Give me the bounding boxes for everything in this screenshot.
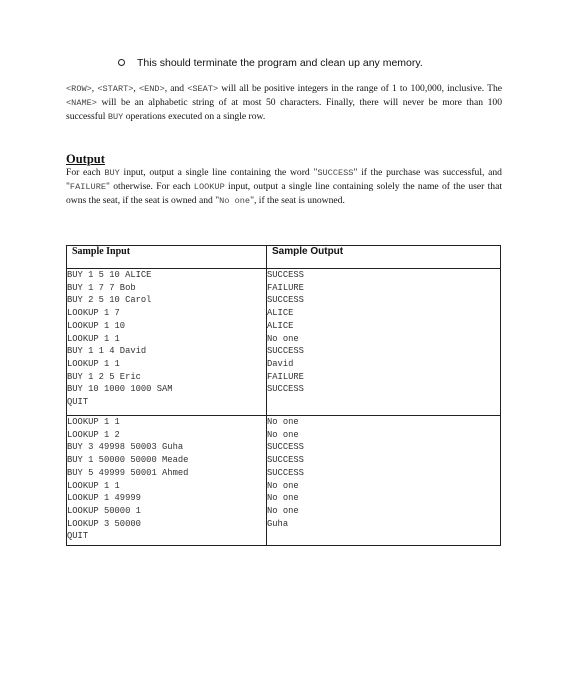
sample-input-cell (67, 269, 267, 416)
input-line: BUY 2 5 10 Carol (67, 295, 152, 306)
hollow-bullet-icon (118, 59, 125, 66)
separator: , and (164, 83, 188, 94)
row-tag: <ROW> (66, 84, 92, 94)
output-line: FAILURE (267, 282, 304, 293)
output-line: SUCCESS (267, 346, 304, 357)
buy-keyword: BUY (107, 112, 124, 122)
start-tag: <START> (97, 84, 134, 94)
output-line: ALICE (267, 320, 294, 331)
output-line: Guha (267, 518, 289, 529)
table-header-row (67, 246, 501, 269)
name-tag: <NAME> (66, 98, 97, 108)
input-line: BUY 1 2 5 Eric (67, 371, 141, 382)
input-line: QUIT (67, 531, 89, 542)
constraint-text: will all be positive integers in the range of 1 to 100,000, inclusive. The (218, 83, 503, 94)
output-text: input, output a single line containing the word " (119, 167, 318, 178)
no-one-keyword: No one (219, 196, 251, 206)
output-line: SUCCESS (267, 467, 304, 478)
output-text: ", if the seat is unowned. (250, 195, 345, 206)
input-line: BUY 1 5 10 ALICE (67, 270, 152, 280)
output-text: input, output a single line containing solely the name of the user that owns the seat, if the seat is owned and " (66, 181, 502, 206)
sample-input-header: Sample Input (67, 246, 267, 269)
input-line: BUY 1 1 4 David (67, 346, 147, 357)
input-line: LOOKUP 1 49999 (67, 493, 141, 504)
table-row (67, 269, 501, 416)
sample-input-cell (67, 416, 267, 546)
input-line: LOOKUP 50000 1 (67, 505, 141, 516)
table-row (67, 416, 501, 546)
end-tag: <END> (138, 84, 165, 94)
constraint-text: will be an alphabetic string of at most 50 characters. Finally, there will never be more than 100 successful (66, 97, 502, 122)
input-line: QUIT (67, 397, 89, 408)
input-line: BUY 5 49999 50001 Ahmed (67, 467, 189, 478)
output-line: SUCCESS (267, 270, 304, 280)
output-line: No one (267, 493, 299, 504)
sample-output-header: Sample Output (267, 246, 501, 269)
failure-keyword: FAILURE (69, 182, 107, 192)
output-line: SUCCESS (267, 442, 304, 453)
output-heading: Output (66, 152, 105, 166)
output-line: No one (267, 417, 299, 427)
input-line: LOOKUP 1 7 (67, 308, 120, 319)
success-keyword: SUCCESS (317, 168, 354, 178)
input-line: LOOKUP 1 1 (67, 480, 120, 491)
input-line: BUY 3 49998 50003 Guha (67, 442, 184, 453)
constraint-text: operations executed on a single row. (123, 111, 266, 122)
output-description (66, 166, 502, 208)
output-line: No one (267, 333, 299, 344)
bullet-item (118, 57, 423, 69)
input-line: LOOKUP 3 50000 (67, 518, 141, 529)
constraints-paragraph (66, 82, 502, 124)
output-line: SUCCESS (267, 455, 304, 466)
sample-output-cell (267, 416, 501, 546)
input-line: BUY 10 1000 1000 SAM (67, 384, 173, 395)
bullet-text: This should terminate the program and clean up any memory. (137, 57, 423, 69)
buy-keyword: BUY (104, 168, 120, 178)
seat-tag: <SEAT> (187, 84, 219, 94)
output-text: For each (66, 167, 105, 178)
output-line: SUCCESS (267, 295, 304, 306)
lookup-keyword: LOOKUP (193, 182, 225, 192)
input-line: LOOKUP 1 1 (67, 358, 120, 369)
input-line: BUY 1 7 7 Bob (67, 282, 136, 293)
output-line: SUCCESS (267, 384, 304, 395)
output-line: No one (267, 505, 299, 516)
output-text: " if the purchase was successful, and " (66, 167, 502, 192)
output-line: David (267, 358, 294, 369)
input-line: LOOKUP 1 10 (67, 320, 126, 331)
sample-output-cell (267, 269, 501, 416)
output-line: No one (267, 429, 299, 440)
input-line: LOOKUP 1 1 (67, 417, 120, 427)
output-line: ALICE (267, 308, 294, 319)
input-line: LOOKUP 1 2 (67, 429, 120, 440)
input-line: LOOKUP 1 1 (67, 333, 120, 344)
output-line: FAILURE (267, 371, 304, 382)
separator: , (133, 83, 139, 94)
separator: , (91, 83, 98, 94)
output-text: " otherwise. For each (106, 181, 194, 192)
output-line: No one (267, 480, 299, 491)
input-line: BUY 1 50000 50000 Meade (67, 455, 189, 466)
sample-io-table (66, 245, 501, 546)
